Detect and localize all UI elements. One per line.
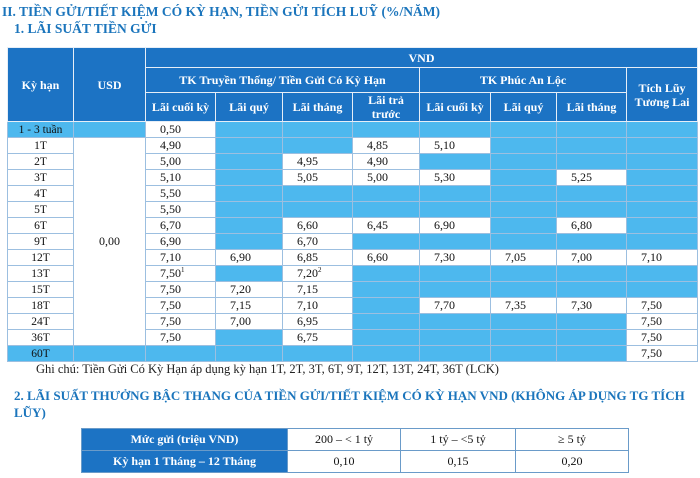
header-pal-lai-quy: Lãi quý xyxy=(491,93,557,122)
rate-cell-lai-tra-truoc: 6,45 xyxy=(353,218,420,234)
rate-cell-lai-cuoi-ky: 5,10 xyxy=(146,170,216,186)
header-lai-quy: Lãi quý xyxy=(216,93,283,122)
rate-cell-pal-lai-quy xyxy=(491,202,557,218)
header-tier-1: 200 – < 1 tỷ xyxy=(288,429,401,451)
rate-cell-tich-luy: 7,50 xyxy=(627,314,698,330)
rate-cell-lai-quy xyxy=(216,202,283,218)
rate-cell-pal-lai-thang: 6,80 xyxy=(557,218,627,234)
header-tk-truyen-thong: TK Truyền Thống/ Tiền Gửi Có Kỳ Hạn xyxy=(146,68,420,93)
term-cell: 60T xyxy=(8,346,74,362)
rate-cell-tich-luy xyxy=(627,202,698,218)
rate-cell-lai-quy xyxy=(216,138,283,154)
term-cell: 2T xyxy=(8,154,74,170)
rate-cell-lai-quy xyxy=(216,346,283,362)
rate-cell-lai-tra-truoc xyxy=(353,282,420,298)
rate-cell-lai-tra-truoc xyxy=(353,266,420,282)
rate-cell-pal-lai-cuoi-ky xyxy=(420,122,491,138)
tier-2-rate: 0,15 xyxy=(401,451,516,473)
term-cell: 5T xyxy=(8,202,74,218)
rate-cell-lai-quy xyxy=(216,186,283,202)
header-tier-2: 1 tỷ – <5 tỷ xyxy=(401,429,516,451)
row-label-ky-han: Kỳ hạn 1 Tháng – 12 Tháng xyxy=(82,451,288,473)
usd-cell xyxy=(74,122,146,138)
rate-cell-pal-lai-cuoi-ky: 6,90 xyxy=(420,218,491,234)
rate-cell-lai-tra-truoc xyxy=(353,314,420,330)
rate-cell-pal-lai-quy xyxy=(491,138,557,154)
rate-cell-lai-quy: 7,20 xyxy=(216,282,283,298)
tier-3-rate: 0,20 xyxy=(516,451,629,473)
rate-cell-pal-lai-quy xyxy=(491,330,557,346)
rate-cell-pal-lai-quy xyxy=(491,234,557,250)
header-pal-lai-thang: Lãi tháng xyxy=(557,93,627,122)
rate-cell-lai-cuoi-ky: 7,50 xyxy=(146,314,216,330)
tier-1-rate: 0,10 xyxy=(288,451,401,473)
rate-cell-tich-luy xyxy=(627,170,698,186)
rate-cell-tich-luy: 7,50 xyxy=(627,330,698,346)
header-lai-tra-truoc: Lãi trả trước xyxy=(353,93,420,122)
rate-cell-pal-lai-quy xyxy=(491,266,557,282)
rate-cell-pal-lai-cuoi-ky xyxy=(420,186,491,202)
interest-rate-table xyxy=(7,47,698,362)
usd-cell xyxy=(74,346,146,362)
rate-cell-pal-lai-thang xyxy=(557,266,627,282)
rate-cell-pal-lai-thang xyxy=(557,330,627,346)
rate-cell-lai-thang: 6,95 xyxy=(283,314,353,330)
rate-cell-lai-tra-truoc xyxy=(353,330,420,346)
header-tich-luy: Tích Lũy Tương Lai xyxy=(627,68,698,122)
rate-cell-lai-thang xyxy=(283,346,353,362)
header-vnd: VND xyxy=(146,48,698,68)
rate-cell-lai-tra-truoc xyxy=(353,122,420,138)
rate-cell-pal-lai-cuoi-ky xyxy=(420,154,491,170)
rate-cell-lai-cuoi-ky: 6,70 xyxy=(146,218,216,234)
rate-cell-lai-thang: 6,60 xyxy=(283,218,353,234)
rate-cell-pal-lai-quy: 7,05 xyxy=(491,250,557,266)
rate-cell-lai-cuoi-ky: 7,50 xyxy=(146,298,216,314)
rate-cell-pal-lai-cuoi-ky xyxy=(420,266,491,282)
section-title: II. TIỀN GỬI/TIẾT KIỆM CÓ KỲ HẠN, TIỀN GỬI TÍCH LUỸ (%/NĂM) xyxy=(2,4,440,19)
rate-cell-pal-lai-quy xyxy=(491,186,557,202)
rate-cell-pal-lai-cuoi-ky: 7,30 xyxy=(420,250,491,266)
rate-cell-pal-lai-thang xyxy=(557,154,627,170)
rate-cell-lai-cuoi-ky: 0,50 xyxy=(146,122,216,138)
rate-cell-pal-lai-quy xyxy=(491,218,557,234)
rate-cell-pal-lai-thang xyxy=(557,138,627,154)
rate-cell-pal-lai-thang: 7,30 xyxy=(557,298,627,314)
rate-cell-lai-tra-truoc xyxy=(353,202,420,218)
rate-cell-lai-tra-truoc: 4,90 xyxy=(353,154,420,170)
rate-cell-pal-lai-thang xyxy=(557,346,627,362)
rate-cell-pal-lai-thang xyxy=(557,122,627,138)
rate-cell-pal-lai-thang xyxy=(557,186,627,202)
rate-cell-pal-lai-cuoi-ky: 7,70 xyxy=(420,298,491,314)
rate-cell-tich-luy: 7,50 xyxy=(627,346,698,362)
rate-cell-lai-cuoi-ky: 7,10 xyxy=(146,250,216,266)
header-usd: USD xyxy=(74,48,146,122)
rate-cell-lai-thang: 6,70 xyxy=(283,234,353,250)
header-lai-cuoi-ky: Lãi cuối kỳ xyxy=(146,93,216,122)
rate-cell-pal-lai-cuoi-ky xyxy=(420,234,491,250)
rate-cell-lai-thang: 6,75 xyxy=(283,330,353,346)
rate-cell-lai-tra-truoc xyxy=(353,346,420,362)
rate-cell-pal-lai-cuoi-ky xyxy=(420,202,491,218)
rate-cell-lai-quy xyxy=(216,170,283,186)
table-row xyxy=(8,346,698,362)
rate-cell-pal-lai-cuoi-ky xyxy=(420,282,491,298)
rate-cell-pal-lai-quy: 7,35 xyxy=(491,298,557,314)
term-cell: 15T xyxy=(8,282,74,298)
rate-cell-lai-cuoi-ky: 7,50 xyxy=(146,330,216,346)
term-cell: 36T xyxy=(8,330,74,346)
rate-cell-lai-cuoi-ky: 6,90 xyxy=(146,234,216,250)
rate-cell-tich-luy: 7,50 xyxy=(627,298,698,314)
footnote-marker: 1 xyxy=(181,266,185,274)
rate-cell-tich-luy xyxy=(627,138,698,154)
rate-cell-pal-lai-quy xyxy=(491,154,557,170)
footnote-marker: 2 xyxy=(318,266,322,274)
term-cell: 24T xyxy=(8,314,74,330)
term-cell: 1 - 3 tuần xyxy=(8,122,74,138)
rate-cell-lai-thang xyxy=(283,202,353,218)
rate-cell-pal-lai-cuoi-ky: 5,10 xyxy=(420,138,491,154)
rate-cell-lai-tra-truoc xyxy=(353,298,420,314)
term-cell: 3T xyxy=(8,170,74,186)
rate-cell-lai-cuoi-ky xyxy=(146,346,216,362)
header-tier-3: ≥ 5 tỷ xyxy=(516,429,629,451)
term-cell: 9T xyxy=(8,234,74,250)
table-note: Ghi chú: Tiền Gửi Có Kỳ Hạn áp dụng kỳ hạn 1T, 2T, 3T, 6T, 9T, 12T, 13T, 24T, 36T (LCK) xyxy=(36,362,499,376)
rate-cell-pal-lai-thang: 5,25 xyxy=(557,170,627,186)
rate-cell-lai-thang: 7,15 xyxy=(283,282,353,298)
rate-cell-lai-tra-truoc xyxy=(353,234,420,250)
rate-cell-tich-luy xyxy=(627,218,698,234)
rate-cell-pal-lai-cuoi-ky xyxy=(420,314,491,330)
rate-cell-lai-cuoi-ky: 5,00 xyxy=(146,154,216,170)
rate-cell-pal-lai-cuoi-ky xyxy=(420,330,491,346)
rate-cell-tich-luy xyxy=(627,282,698,298)
term-cell: 13T xyxy=(8,266,74,282)
rate-cell-tich-luy: 7,10 xyxy=(627,250,698,266)
rate-cell-pal-lai-quy xyxy=(491,122,557,138)
rate-cell-tich-luy xyxy=(627,266,698,282)
rate-cell-lai-tra-truoc: 5,00 xyxy=(353,170,420,186)
rate-cell-lai-thang: 7,10 xyxy=(283,298,353,314)
rate-cell-tich-luy xyxy=(627,122,698,138)
rate-cell-lai-cuoi-ky: 4,90 xyxy=(146,138,216,154)
rate-cell-lai-cuoi-ky: 5,50 xyxy=(146,186,216,202)
rate-cell-pal-lai-quy xyxy=(491,170,557,186)
rate-cell-tich-luy xyxy=(627,186,698,202)
rate-cell-lai-thang xyxy=(283,186,353,202)
rate-cell-tich-luy xyxy=(627,154,698,170)
rate-cell-lai-quy xyxy=(216,234,283,250)
rate-cell-pal-lai-quy xyxy=(491,346,557,362)
subsection-1-title: 1. LÃI SUẤT TIỀN GỬI xyxy=(14,21,157,36)
table-row xyxy=(8,122,698,138)
header-tk-phuc-an-loc: TK Phúc An Lộc xyxy=(420,68,627,93)
rate-cell-pal-lai-thang xyxy=(557,234,627,250)
header-muc-gui: Mức gửi (triệu VND) xyxy=(82,429,288,451)
term-cell: 6T xyxy=(8,218,74,234)
rate-cell-lai-tra-truoc: 6,60 xyxy=(353,250,420,266)
rate-cell-pal-lai-quy xyxy=(491,282,557,298)
rate-cell-lai-quy: 7,15 xyxy=(216,298,283,314)
term-cell: 12T xyxy=(8,250,74,266)
tiered-bonus-table xyxy=(81,428,629,473)
rate-cell-lai-quy: 7,00 xyxy=(216,314,283,330)
rate-cell-pal-lai-quy xyxy=(491,314,557,330)
rate-cell-lai-thang xyxy=(283,138,353,154)
header-pal-lai-cuoi-ky: Lãi cuối kỳ xyxy=(420,93,491,122)
rate-cell-lai-thang xyxy=(283,122,353,138)
header-lai-thang: Lãi tháng xyxy=(283,93,353,122)
rate-cell-lai-thang: 6,85 xyxy=(283,250,353,266)
rate-cell-lai-cuoi-ky: 5,50 xyxy=(146,202,216,218)
rate-cell-lai-tra-truoc xyxy=(353,186,420,202)
rate-cell-pal-lai-cuoi-ky xyxy=(420,346,491,362)
rate-cell-lai-cuoi-ky: 7,50$^1$ xyxy=(146,266,216,282)
rate-cell-lai-quy: 6,90 xyxy=(216,250,283,266)
subsection-2-title: 2. LÃI SUẤT THƯỞNG BẬC THANG CỦA TIỀN GỬI/TIẾT KIỆM CÓ KỲ HẠN VND (KHÔNG ÁP DỤNG TG TÍCH LŨY) xyxy=(14,388,685,420)
header-ky-han: Kỳ hạn xyxy=(8,48,74,122)
term-cell: 18T xyxy=(8,298,74,314)
rate-cell-lai-quy xyxy=(216,330,283,346)
rate-cell-pal-lai-thang xyxy=(557,314,627,330)
rate-cell-tich-luy xyxy=(627,234,698,250)
rate-cell-lai-thang: 5,05 xyxy=(283,170,353,186)
rate-cell-lai-cuoi-ky: 7,50 xyxy=(146,282,216,298)
rate-cell-lai-thang: 7,20$^2$ xyxy=(283,266,353,282)
rate-cell-pal-lai-thang xyxy=(557,202,627,218)
term-cell: 4T xyxy=(8,186,74,202)
rate-cell-pal-lai-cuoi-ky: 5,30 xyxy=(420,170,491,186)
rate-cell-pal-lai-thang xyxy=(557,282,627,298)
term-cell: 1T xyxy=(8,138,74,154)
rate-cell-pal-lai-thang: 7,00 xyxy=(557,250,627,266)
rate-cell-lai-thang: 4,95 xyxy=(283,154,353,170)
table-row xyxy=(8,138,698,154)
rate-cell-lai-quy xyxy=(216,266,283,282)
usd-rate-cell: 0,00 xyxy=(74,138,146,346)
rate-cell-lai-quy xyxy=(216,154,283,170)
rate-cell-lai-quy xyxy=(216,122,283,138)
rate-cell-lai-quy xyxy=(216,218,283,234)
rate-cell-lai-tra-truoc: 4,85 xyxy=(353,138,420,154)
